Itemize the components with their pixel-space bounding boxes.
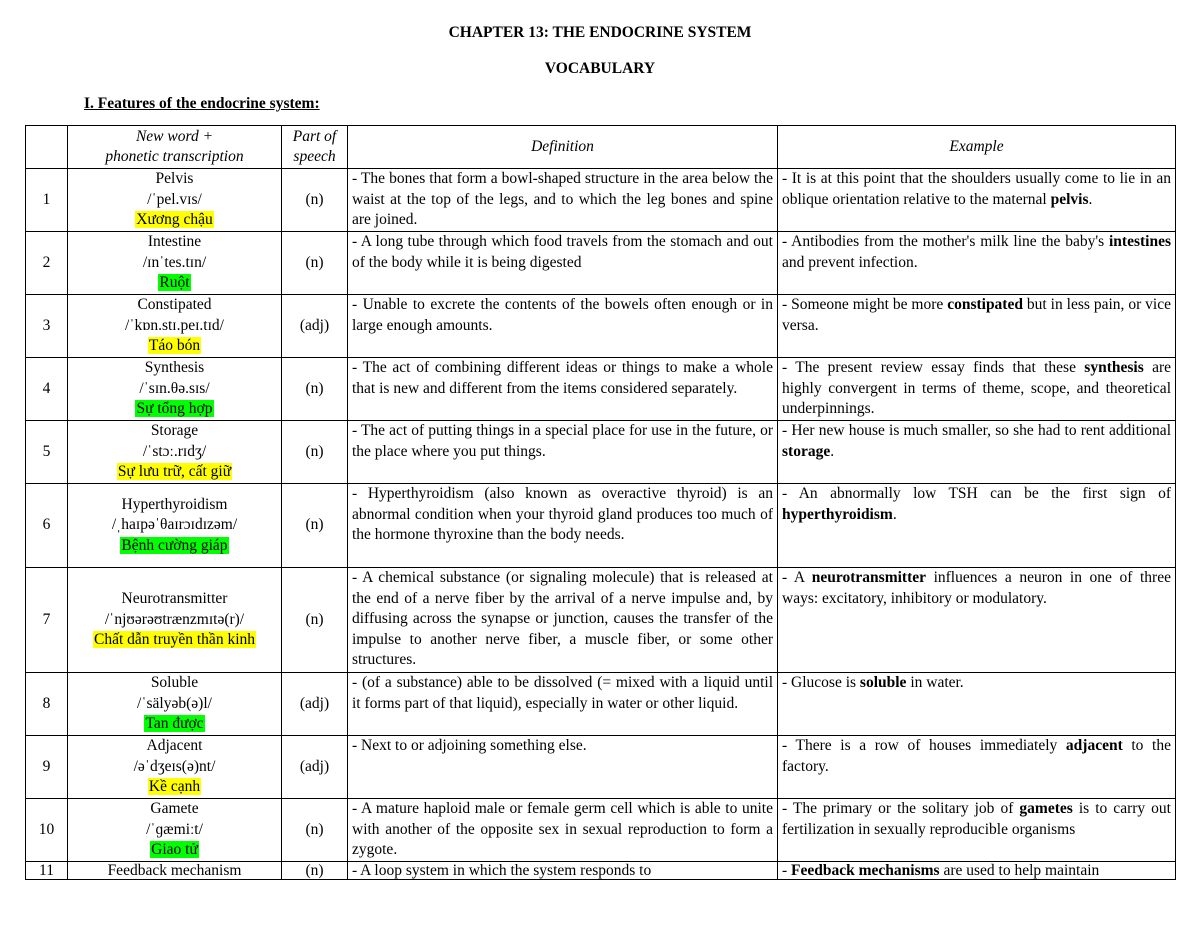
example-keyword: intestines (1109, 233, 1171, 250)
example-text-after: . (1088, 190, 1093, 208)
phonetic-text: /ˈsɪn.θə.sɪs/ (139, 379, 210, 397)
word-cell (68, 862, 282, 880)
translation-text: Kề cạnh (148, 778, 201, 796)
example-text-before: - It is at this point that the shoulders usually come to lie in an oblique orientation relative to the maternal (782, 170, 1171, 208)
phonetic-text: /əˈdʒeɪs(ə)nt/ (133, 757, 216, 775)
word-cell (68, 673, 282, 736)
header-new-word-line1: New word + (135, 127, 214, 145)
example-text-after: are highly convergent in terms of theme, scope, and theoretical underpinnings. (782, 359, 1171, 417)
example-text-before: - The primary or the solitary job of (782, 800, 1020, 817)
translation-text: Giao tử (151, 841, 198, 859)
example-keyword: pelvis (1050, 190, 1089, 208)
part-of-speech: (adj) (282, 736, 348, 799)
word-text: Synthesis (144, 359, 205, 377)
word-text: Gamete (150, 800, 199, 818)
header-new-word-line2: phonetic transcription (105, 148, 244, 165)
example-text-after: in water. (906, 674, 964, 691)
row-number: 9 (26, 736, 68, 799)
row-number: 10 (26, 799, 68, 862)
example-text-before: - (782, 862, 792, 879)
example-text-before: - A (782, 569, 812, 586)
example-text-after: . (892, 505, 897, 523)
row-number: 1 (26, 169, 68, 232)
translation-text: Táo bón (148, 337, 201, 355)
table-row (26, 169, 1176, 232)
example-text-before: - The present review essay finds that these (782, 359, 1085, 376)
phonetic-text: /ˈɡæmiːt/ (146, 820, 203, 838)
table-row (26, 862, 1176, 880)
part-of-speech: (n) (282, 484, 348, 568)
example-text-after: to the factory. (782, 737, 1171, 775)
word-cell (68, 736, 282, 799)
definition-cell: - The act of putting things in a special place for use in the future, or the place where you put things. (348, 421, 778, 484)
translation-text: Tan được (145, 715, 204, 733)
example-keyword: adjacent (1065, 737, 1123, 754)
translation-text: Chất dẫn truyền thần kinh (94, 631, 255, 649)
example-keyword: neurotransmitter (811, 569, 927, 586)
translation-line (72, 840, 277, 861)
example-text-before: - Someone might be more (782, 296, 948, 313)
vocabulary-table (25, 125, 1176, 880)
table-row (26, 673, 1176, 736)
translation-line (72, 462, 277, 483)
definition-cell: - A loop system in which the system responds to (348, 862, 778, 880)
example-keyword: Feedback mechanisms (791, 862, 940, 879)
word-text: Constipated (137, 296, 212, 314)
table-row (26, 358, 1176, 421)
definition-cell: - A long tube through which food travels from the stomach and out of the body while it is being digested (348, 232, 778, 295)
translation-line (72, 210, 277, 231)
translation-line (72, 273, 277, 294)
definition-cell: - A mature haploid male or female germ cell which is able to unite with another of the opposite sex in sexual reproduction to form a zygote. (348, 799, 778, 862)
table-row (26, 736, 1176, 799)
example-cell (778, 799, 1176, 862)
word-cell (68, 568, 282, 673)
phonetic-text: /ˈsälyəb(ə)l/ (137, 694, 212, 712)
word-cell (68, 799, 282, 862)
example-cell (778, 862, 1176, 880)
translation-text: Sự tổng hợp (136, 400, 213, 418)
translation-line (72, 399, 277, 420)
word-text: Intestine (147, 233, 202, 251)
example-keyword: hyperthyroidism (782, 505, 893, 523)
example-cell (778, 169, 1176, 232)
part-of-speech: (n) (282, 358, 348, 421)
example-cell (778, 736, 1176, 799)
definition-cell: - (of a substance) able to be dissolved (= mixed with a liquid until it forms part of that liquid), especially in water or other liquid. (348, 673, 778, 736)
table-header-row (26, 126, 1176, 169)
example-cell (778, 568, 1176, 673)
table-row (26, 295, 1176, 358)
part-of-speech: (adj) (282, 673, 348, 736)
definition-cell: - A chemical substance (or signaling molecule) that is released at the end of a nerve fiber by the arrival of a nerve impulse and, by diffusing across the synapse or junction, causes the transfer of the impulse to another nerve fiber, a muscle fiber, or some other structures. (348, 568, 778, 673)
example-keyword: storage (782, 442, 831, 460)
example-cell (778, 358, 1176, 421)
example-text-before: - Her new house is much smaller, so she had to rent additional (782, 422, 1171, 439)
part-of-speech: (n) (282, 169, 348, 232)
phonetic-text: /ˈstɔː.rɪdʒ/ (142, 442, 207, 460)
part-of-speech: (adj) (282, 295, 348, 358)
definition-cell: - Hyperthyroidism (also known as overactive thyroid) is an abnormal condition when your thyroid gland produces too much of the hormone thyroxine than the body needs. (348, 484, 778, 568)
part-of-speech: (n) (282, 568, 348, 673)
example-cell (778, 673, 1176, 736)
word-cell (68, 421, 282, 484)
word-text: Adjacent (146, 737, 203, 755)
table-row (26, 232, 1176, 295)
example-text-before: - Glucose is (782, 674, 860, 691)
word-cell (68, 484, 282, 568)
vocabulary-title: VOCABULARY (544, 60, 656, 77)
row-number: 8 (26, 673, 68, 736)
part-of-speech: (n) (282, 862, 348, 880)
word-cell (68, 358, 282, 421)
word-text: Storage (150, 422, 199, 440)
table-row (26, 421, 1176, 484)
definition-cell: - The bones that form a bowl-shaped structure in the area below the waist at the top of the legs, and to which the leg bones and spine are joined. (348, 169, 778, 232)
definition-cell: - The act of combining different ideas or things to make a whole that is new and different from the items considered separately. (348, 358, 778, 421)
phonetic-text: /ˈnjʊərəʊtrænzmɪtə(r)/ (104, 610, 245, 628)
translation-line (72, 536, 277, 557)
header-new-word (68, 126, 282, 169)
translation-line (72, 714, 277, 735)
table-row (26, 799, 1176, 862)
example-text-after: influences a neuron in one of three ways: excitatory, inhibitory or modulatory. (782, 569, 1171, 607)
translation-line (72, 336, 277, 357)
part-of-speech: (n) (282, 232, 348, 295)
example-cell (778, 484, 1176, 568)
example-text-after: and prevent infection. (782, 253, 918, 271)
definition-cell: - Next to or adjoining something else. (348, 736, 778, 799)
table-row (26, 568, 1176, 673)
table-row (26, 484, 1176, 568)
phonetic-text: /ˈkɒn.stɪ.peɪ.tɪd/ (125, 316, 224, 334)
row-number: 3 (26, 295, 68, 358)
header-part-of-speech (282, 126, 348, 169)
part-of-speech: (n) (282, 799, 348, 862)
translation-text: Sự lưu trữ, cất giữ (117, 463, 232, 481)
section-heading: I. Features of the endocrine system: (84, 95, 320, 112)
row-number: 2 (26, 232, 68, 295)
word-cell (68, 295, 282, 358)
row-number: 6 (26, 484, 68, 568)
example-text-after: is to carry out fertilization in sexually reproducible organisms (782, 800, 1171, 838)
part-of-speech: (n) (282, 421, 348, 484)
example-text-before: - Antibodies from the mother's milk line the baby's (782, 233, 1109, 250)
word-text: Pelvis (155, 170, 194, 188)
example-keyword: constipated (947, 296, 1023, 313)
translation-line (72, 630, 277, 651)
word-text: Hyperthyroidism (121, 495, 228, 513)
example-cell (778, 421, 1176, 484)
translation-text: Xương chậu (136, 211, 213, 229)
word-text: Neurotransmitter (121, 590, 228, 608)
translation-text: Ruột (159, 274, 190, 292)
phonetic-text: /ˈpel.vɪs/ (147, 190, 202, 208)
example-cell (778, 232, 1176, 295)
word-text: Soluble (150, 674, 199, 692)
header-definition: Definition (348, 126, 778, 169)
row-number: 7 (26, 568, 68, 673)
example-keyword: soluble (859, 674, 907, 691)
header-pos-line1: Part of (292, 127, 337, 145)
header-number (26, 126, 68, 169)
word-cell (68, 169, 282, 232)
example-text-before: - An abnormally low TSH can be the first sign of (782, 485, 1171, 502)
row-number: 11 (26, 862, 68, 880)
word-text: Feedback mechanism (107, 862, 242, 879)
chapter-title: CHAPTER 13: THE ENDOCRINE SYSTEM (448, 24, 752, 41)
example-keyword: synthesis (1084, 359, 1144, 376)
example-text-after: are used to help maintain (939, 862, 1100, 879)
word-cell (68, 232, 282, 295)
row-number: 5 (26, 421, 68, 484)
example-text-after: . (830, 442, 835, 460)
example-keyword: gametes (1019, 800, 1073, 817)
definition-cell: - Unable to excrete the contents of the bowels often enough or in large enough amounts. (348, 295, 778, 358)
translation-text: Bệnh cường giáp (121, 536, 228, 554)
translation-line (72, 777, 277, 798)
example-text-before: - There is a row of houses immediately (782, 737, 1066, 754)
row-number: 4 (26, 358, 68, 421)
example-text-after: but in less pain, or vice versa. (782, 296, 1172, 334)
phonetic-text: /ɪnˈtes.tɪn/ (142, 253, 207, 271)
header-example: Example (778, 126, 1176, 169)
example-cell (778, 295, 1176, 358)
header-pos-line2: speech (293, 148, 336, 165)
phonetic-text: /ˌhaɪpəˈθaɪrɔɪdɪzəm/ (111, 516, 238, 534)
